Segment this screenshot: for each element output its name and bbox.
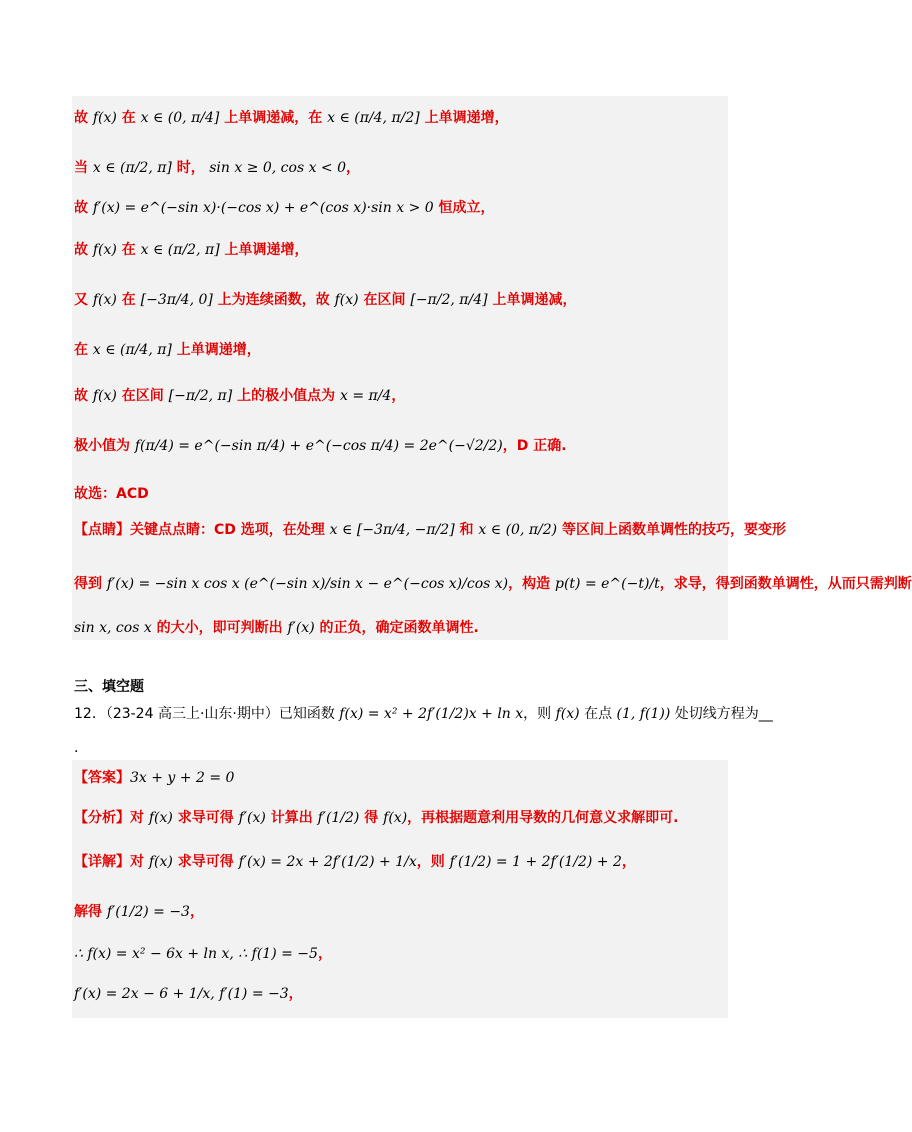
math-expression: f′(x) = e^(−sin x)·(−cos x) + e^(cos x)·sin x > 0 [92, 200, 434, 216]
text-run: 和 [454, 522, 479, 538]
math-expression: f(x) [92, 388, 117, 404]
math-expression: f′(x) = 2x − 6 + 1/x, f′(1) = −3 [74, 986, 289, 1002]
text-run: 求导可得 [172, 854, 239, 870]
math-expression: f(x) [148, 854, 173, 870]
text-run: 故 [74, 200, 93, 216]
math-expression: f′(x) [238, 810, 266, 826]
text-run: 12．（23-24 高三上·山东·期中）已知函数 [74, 706, 340, 722]
text-run: ， [391, 388, 406, 404]
text-run: 求导可得 [172, 810, 239, 826]
math-expression: x ∈ (π/2, π] [92, 160, 172, 176]
text-run: 【答案】 [74, 770, 130, 786]
math-expression: x = π/4 [339, 388, 392, 404]
math-expression: f′(1/2) = 1 + 2f′(1/2) + 2 [449, 854, 622, 870]
text-run: 在点 [579, 706, 617, 722]
math-expression: x ∈ (π/2, π] [140, 242, 220, 258]
text-run: 故选：ACD [74, 486, 149, 502]
text-run: 【分析】对 [74, 810, 149, 826]
text-run: 极小值为 [74, 438, 135, 454]
solution-1-line [74, 618, 479, 638]
math-expression: (1, f(1)) [616, 706, 671, 722]
text-run: 的正负，确定函数单调性. [314, 620, 479, 636]
solution-1-line [74, 386, 405, 406]
text-run: ， [288, 986, 303, 1002]
text-run: 在 [116, 110, 141, 126]
math-expression: x ∈ (0, π/2) [478, 522, 558, 538]
math-expression: [−3π/4, 0] [140, 292, 213, 308]
math-expression: f(x) = x² + 2f′(1/2)x + ln x [339, 706, 524, 722]
question-line [74, 704, 773, 724]
text-run: ，再根据题意利用导数的几何意义求解即可. [407, 810, 679, 826]
math-expression: f(x) [148, 810, 173, 826]
solution-1-line [74, 436, 567, 456]
text-run: 上单调递减， [487, 292, 577, 308]
text-run: 上单调递减，在 [219, 110, 328, 126]
text-run: 在区间 [116, 388, 169, 404]
question-tail: . [74, 740, 79, 756]
text-run: 上的极小值点为 [232, 388, 340, 404]
text-run: 当 [74, 160, 93, 176]
solution-1-line [74, 574, 912, 594]
text-run: 故 [74, 242, 93, 258]
solution-1-line [74, 240, 309, 260]
text-run: 故 [74, 110, 93, 126]
text-run: ，则 [523, 706, 556, 722]
solution-1-line [74, 290, 576, 310]
text-run: 上单调递增， [171, 342, 261, 358]
text-run: ，构造 [508, 576, 555, 592]
text-run: 得 [359, 810, 384, 826]
text-run: 【点睛】关键点点睛：CD 选项，在处理 [74, 522, 330, 538]
math-expression: sin x, cos x [74, 620, 152, 636]
solution-2-line [74, 808, 679, 828]
math-expression: f′(x) = −sin x cos x (e^(−sin x)/sin x − e^(−cos x)/cos x) [106, 576, 509, 592]
text-run: 在 [74, 342, 93, 358]
solution-2-line [74, 768, 234, 788]
solution-2-line [74, 852, 636, 872]
text-run: ， [189, 904, 204, 920]
math-expression: f′(x) [287, 620, 315, 636]
math-expression: f(x) [92, 242, 117, 258]
solution-2-line [74, 984, 303, 1004]
solution-1-line [74, 108, 509, 128]
text-run: 在区间 [358, 292, 411, 308]
math-expression: f(x) [555, 706, 580, 722]
solution-1-line [74, 484, 149, 504]
math-expression: sin x ≥ 0, cos x < 0 [204, 160, 347, 176]
text-run: 计算出 [265, 810, 318, 826]
solution-2-line [74, 902, 204, 922]
math-expression: f(x) [92, 110, 117, 126]
math-expression: f(π/4) = e^(−sin π/4) + e^(−cos π/4) = 2e^(−√2/2) [134, 438, 503, 454]
math-expression: x ∈ (π/4, π] [92, 342, 172, 358]
text-run: 又 [74, 292, 93, 308]
text-run: 上为连续函数，故 [212, 292, 335, 308]
math-expression: [−π/2, π/4] [410, 292, 488, 308]
solution-block-2 [72, 760, 728, 1018]
math-expression: x ∈ (0, π/4] [140, 110, 220, 126]
text-run: 等区间上函数单调性的技巧，要变形 [557, 522, 787, 538]
solution-1-line [74, 198, 495, 218]
solution-1-line [74, 340, 261, 360]
text-run: ， [317, 946, 332, 962]
solution-2-line [74, 944, 332, 964]
section-title: 三、填空题 [74, 679, 144, 695]
text-run: 上单调递增， [419, 110, 509, 126]
solution-1-line [74, 520, 786, 540]
text-run: ， [346, 160, 361, 176]
math-expression: 3x + y + 2 = 0 [130, 770, 235, 786]
text-run: ，求导，得到函数单调性，从而只需判断 [659, 576, 912, 592]
text-run: 处切线方程为__ [670, 706, 773, 722]
solution-1-line [74, 158, 360, 178]
math-expression: f(x) [383, 810, 408, 826]
text-run: 在 [116, 242, 141, 258]
text-run: 【详解】对 [74, 854, 149, 870]
math-expression: f(x) [334, 292, 359, 308]
math-expression: f′(1/2) [317, 810, 360, 826]
text-run: 的大小，即可判断出 [151, 620, 288, 636]
math-expression: [−π/2, π] [168, 388, 233, 404]
text-run: 恒成立， [433, 200, 495, 216]
text-run: 解得 [74, 904, 107, 920]
text-run: ，则 [416, 854, 450, 870]
math-expression: f′(x) = 2x + 2f′(1/2) + 1/x [238, 854, 417, 870]
math-expression: x ∈ [−3π/4, −π/2] [329, 522, 455, 538]
text-run: 故 [74, 388, 93, 404]
text-run: ，D 正确. [502, 438, 567, 454]
text-run: 在 [116, 292, 141, 308]
math-expression: f(x) [92, 292, 117, 308]
math-expression: p(t) = e^(−t)/t [555, 576, 660, 592]
text-run: 上单调递增， [219, 242, 309, 258]
text-run: 时， [171, 160, 205, 176]
math-expression: f′(1/2) = −3 [106, 904, 190, 920]
math-expression: x ∈ (π/4, π/2] [327, 110, 420, 126]
text-run: ， [621, 854, 636, 870]
text-run: 得到 [74, 576, 107, 592]
math-expression: ∴ f(x) = x² − 6x + ln x, ∴ f(1) = −5 [74, 946, 318, 962]
